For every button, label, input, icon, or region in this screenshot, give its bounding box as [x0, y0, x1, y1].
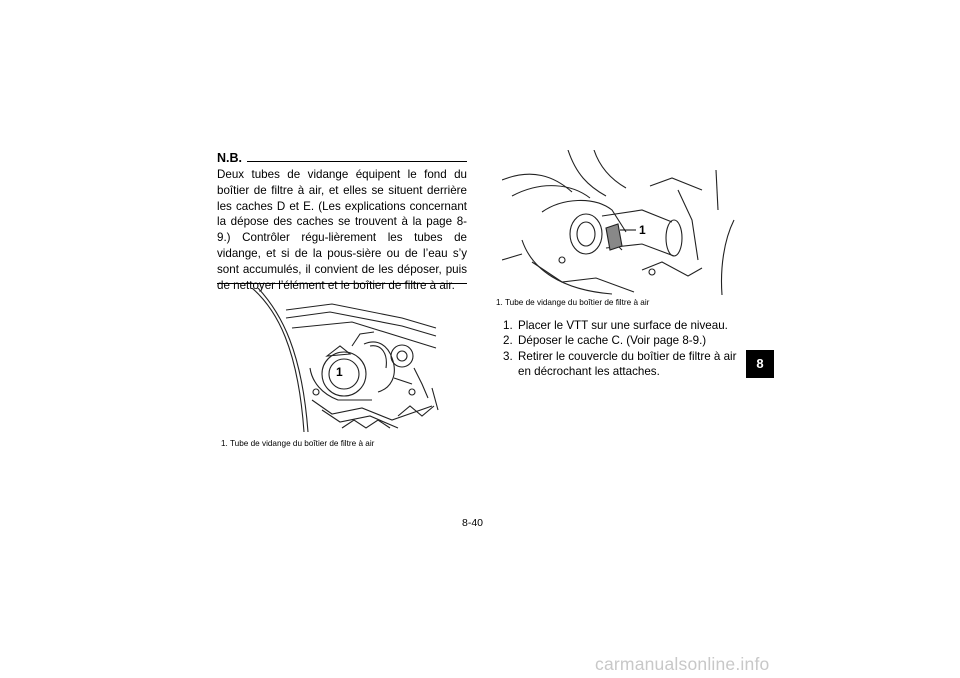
step-item	[503, 333, 748, 348]
note-header-rule	[247, 161, 467, 162]
step-number: 2.	[503, 334, 513, 348]
watermark-text: carmanualsonline.info	[595, 654, 770, 674]
step-text: Placer le VTT sur une surface de niveau.	[518, 319, 728, 332]
figure-right-caption: 1. Tube de vidange du boîtier de filtre à air	[496, 298, 650, 307]
figure-left-callout: 1	[336, 365, 343, 379]
figure-right-drawing	[502, 150, 747, 295]
note-header	[217, 150, 467, 168]
figure-left-drawing	[252, 288, 442, 432]
step-item	[503, 349, 748, 380]
step-number: 1.	[503, 319, 513, 332]
step-text: Déposer le cache C. (Voir page 8-9.)	[518, 334, 707, 348]
procedure-steps	[503, 318, 748, 379]
page-number: 8-40	[462, 517, 484, 529]
step-number: 3.	[503, 349, 513, 363]
note-label: N.B.	[217, 151, 242, 165]
chapter-tab: 8	[746, 350, 774, 378]
step-item	[503, 318, 748, 333]
note-bottom-rule	[217, 283, 467, 284]
figure-left-illustration	[252, 288, 442, 432]
note-text: Deux tubes de vidange équipent le fond du boîtier de filtre à air, et elles se situent derrière les caches D et E. (Les explications concernant la dépose des caches se trouvent à la page 8-9.) Contrôler régu-lièrement les tubes de vidange, et si de la pous-sière ou de l’eau s’y sont accumulés, il convient de les déposer, puis de nettoyer l’élément et le boîtier de filtre à air.	[217, 168, 467, 292]
figure-right-illustration	[502, 150, 747, 295]
step-text: Retirer le couvercle du boîtier de filtre à air en décrochant les attaches.	[518, 349, 737, 378]
figure-right-callout: 1	[639, 223, 646, 237]
figure-left-caption: 1. Tube de vidange du boîtier de filtre à air	[221, 439, 375, 448]
